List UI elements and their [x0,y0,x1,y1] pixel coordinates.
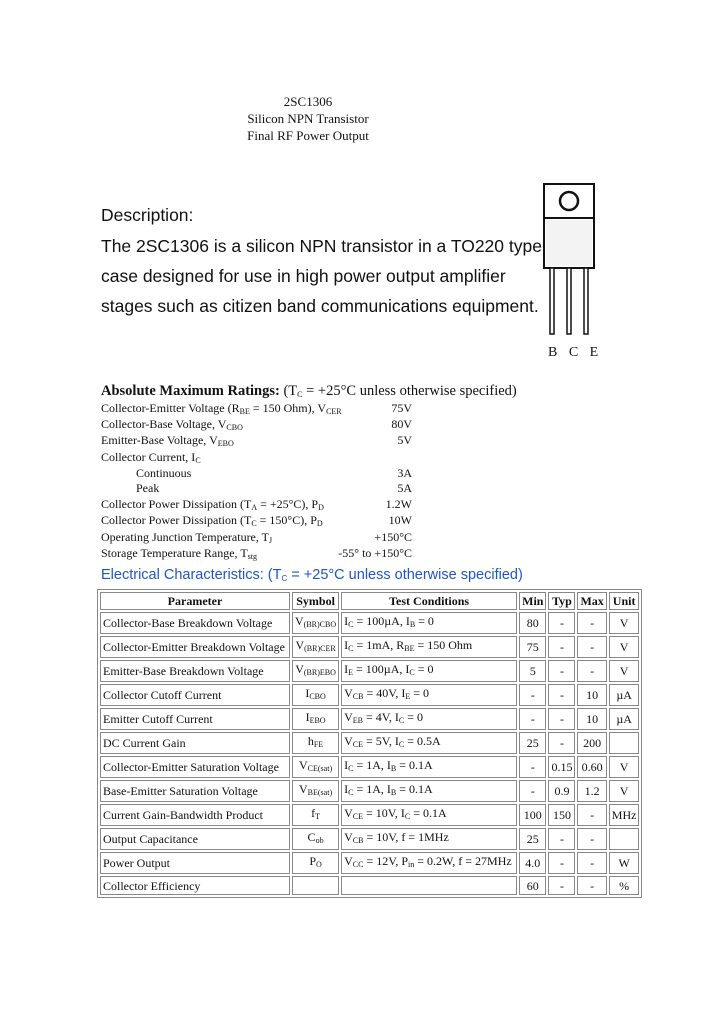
cell-symbol: $P_O$ [292,852,339,874]
cell-min: 80 [519,612,546,634]
cell-unit [609,732,640,754]
cell-min: - [519,684,546,706]
cell-parameter: Emitter Cutoff Current [100,708,290,730]
rating-label: Emitter-Base Voltage, $V_{EBO}$ [101,433,234,448]
cell-parameter: Power Output [100,852,290,874]
cell-min: 5 [519,660,546,682]
cell-min: - [519,780,546,802]
rating-value: 10W [388,513,412,527]
table-row [100,612,639,634]
cell-max: - [577,852,606,874]
col-min: Min [519,592,546,610]
rating-label: Collector Power Dissipation $(T_C = 150^\circ C)$, $P_D$ [101,513,323,528]
cell-unit: V [609,612,640,634]
cell-typ: 0.15 [548,756,575,778]
cell-max: - [577,612,606,634]
rating-value: 1.2W [385,497,412,511]
table-row [100,828,639,850]
table-row [100,756,639,778]
table-row [100,660,639,682]
description-line-2: case designed for use in high power output amplifier [101,266,506,286]
description-line-1: The 2SC1306 is a silicon NPN transistor in a TO220 type [101,236,542,256]
absolute-max-title: Absolute Maximum Ratings: [101,383,280,399]
cell-symbol: $V_{(BR)CER}$ [292,636,339,658]
cell-parameter: Collector-Base Breakdown Voltage [100,612,290,634]
absolute-max-heading [101,383,517,400]
col-symbol: Symbol [292,592,339,610]
col-parameter: Parameter [100,592,290,610]
cell-symbol: $V_{(BR)EBO}$ [292,660,339,682]
rating-label: Collector Power Dissipation $(T_A = +25^\circ C)$, $P_D$ [101,497,324,512]
cell-typ: 150 [548,804,575,826]
rating-value: 75V [391,401,412,415]
cell-parameter: DC Current Gain [100,732,290,754]
cell-max: 10 [577,684,606,706]
cell-max: 200 [577,732,606,754]
cell-min: 60 [519,876,546,894]
col-test-conditions: Test Conditions [341,592,517,610]
cell-symbol: $C_{ob}$ [292,828,339,850]
table-row [100,732,639,754]
cell-max: 1.2 [577,780,606,802]
rating-value: 3A [397,466,412,480]
cell-parameter: Output Capacitance [100,828,290,850]
cell-min: 25 [519,732,546,754]
description-line-3: stages such as citizen band communications equipment. [101,296,539,316]
cell-parameter: Collector Cutoff Current [100,684,290,706]
cell-test-conditions: $V_{CB} = 40V$, $I_E = 0$ [341,684,517,706]
cell-test-conditions: $V_{CE} = 5V$, $I_C = 0.5A$ [341,732,517,754]
table-row [100,684,639,706]
cell-parameter: Base-Emitter Saturation Voltage [100,780,290,802]
cell-unit: V [609,780,640,802]
cell-typ: - [548,636,575,658]
cell-max: 0.60 [577,756,606,778]
rating-value: -55° to +150°C [338,546,412,560]
rating-label: Peak [136,481,160,495]
cell-typ: 0.9 [548,780,575,802]
cell-min: - [519,708,546,730]
col-unit: Unit [609,592,640,610]
table-row [100,804,639,826]
cell-typ: - [548,660,575,682]
rating-label: Operating Junction Temperature, $T_J$ [101,530,273,545]
table-row [100,780,639,802]
cell-unit: µA [609,708,640,730]
cell-unit: µA [609,684,640,706]
cell-test-conditions: $I_C = 1A$, $I_B = 0.1A$ [341,780,517,802]
electrical-table [97,589,642,898]
cell-symbol: $V_{CE(sat)}$ [292,756,339,778]
cell-unit [609,828,640,850]
cell-symbol: $h_{FE}$ [292,732,339,754]
cell-symbol: $V_{BE(sat)}$ [292,780,339,802]
cell-symbol: $f_T$ [292,804,339,826]
col-max: Max [577,592,606,610]
cell-min: 75 [519,636,546,658]
table-row [100,636,639,658]
cell-test-conditions: $I_C = 1mA$, $R_{BE} = 150$ Ohm [341,636,517,658]
cell-test-conditions: $V_{CC} = 12V$, $P_{in} = 0.2W$, f = 27MHz [341,852,517,874]
table-row [100,876,639,894]
cell-max: - [577,828,606,850]
rating-value: +150°C [374,530,412,544]
header-line-3: Final RF Power Output [247,128,369,143]
cell-test-conditions [341,876,517,894]
cell-max: - [577,804,606,826]
rating-label: Storage Temperature Range, $T_{stg}$ [101,546,258,561]
cell-max: - [577,636,606,658]
col-typ: Typ [548,592,575,610]
pin-labels: B C E [548,345,603,360]
cell-symbol [292,876,339,894]
cell-unit: % [609,876,640,894]
cell-test-conditions: $V_{CB} = 10V$, f = 1MHz [341,828,517,850]
rating-label: Collector Current, $I_C$ [101,450,201,465]
cell-test-conditions: $I_C = 1A$, $I_B = 0.1A$ [341,756,517,778]
cell-min: 4.0 [519,852,546,874]
cell-unit: V [609,660,640,682]
cell-min: 100 [519,804,546,826]
description-heading: Description: [101,205,194,225]
rating-label: Collector-Emitter Voltage ($R_{BE} = 150$ Ohm), $V_{CER}$ [101,401,342,416]
cell-typ: - [548,876,575,894]
cell-test-conditions: $I_C = 100\mu A$, $I_B = 0$ [341,612,517,634]
cell-test-conditions: $I_E = 100\mu A$, $I_C = 0$ [341,660,517,682]
cell-min: 25 [519,828,546,850]
cell-symbol: $V_{(BR)CBO}$ [292,612,339,634]
cell-parameter: Collector-Emitter Breakdown Voltage [100,636,290,658]
cell-parameter: Collector-Emitter Saturation Voltage [100,756,290,778]
electrical-heading: Electrical Characteristics: ($T_C = +25^\circ C$ unless otherwise specified) [101,567,523,583]
rating-label: Collector-Base Voltage, $V_{CBO}$ [101,417,243,432]
cell-parameter: Emitter-Base Breakdown Voltage [100,660,290,682]
header-line-2: Silicon NPN Transistor [247,111,369,126]
cell-parameter: Current Gain-Bandwidth Product [100,804,290,826]
cell-min: - [519,756,546,778]
cell-typ: - [548,684,575,706]
cell-max: - [577,876,606,894]
table-row [100,708,639,730]
cell-unit: W [609,852,640,874]
table-row [100,852,639,874]
cell-typ: - [548,732,575,754]
cell-test-conditions: $V_{CE} = 10V$, $I_C = 0.1A$ [341,804,517,826]
header [200,93,416,144]
rating-label: Continuous [136,466,192,480]
cell-parameter: Collector Efficiency [100,876,290,894]
rating-value: 5A [397,481,412,495]
cell-unit: V [609,636,640,658]
cell-test-conditions: $V_{EB} = 4V$, $I_C = 0$ [341,708,517,730]
cell-max: - [577,660,606,682]
cell-typ: - [548,708,575,730]
cell-typ: - [548,852,575,874]
absolute-max-condition: ($T_C = +25^\circ C$ unless otherwise specified) [283,383,517,399]
cell-symbol: $I_{EBO}$ [292,708,339,730]
table-header-row [100,592,639,610]
cell-symbol: $I_{CBO}$ [292,684,339,706]
rating-value: 80V [391,417,412,431]
cell-unit: V [609,756,640,778]
cell-typ: - [548,612,575,634]
rating-value: 5V [397,433,412,447]
to220-package-icon [540,182,606,362]
cell-typ: - [548,828,575,850]
part-number: 2SC1306 [283,94,333,109]
cell-max: 10 [577,708,606,730]
cell-unit: MHz [609,804,640,826]
